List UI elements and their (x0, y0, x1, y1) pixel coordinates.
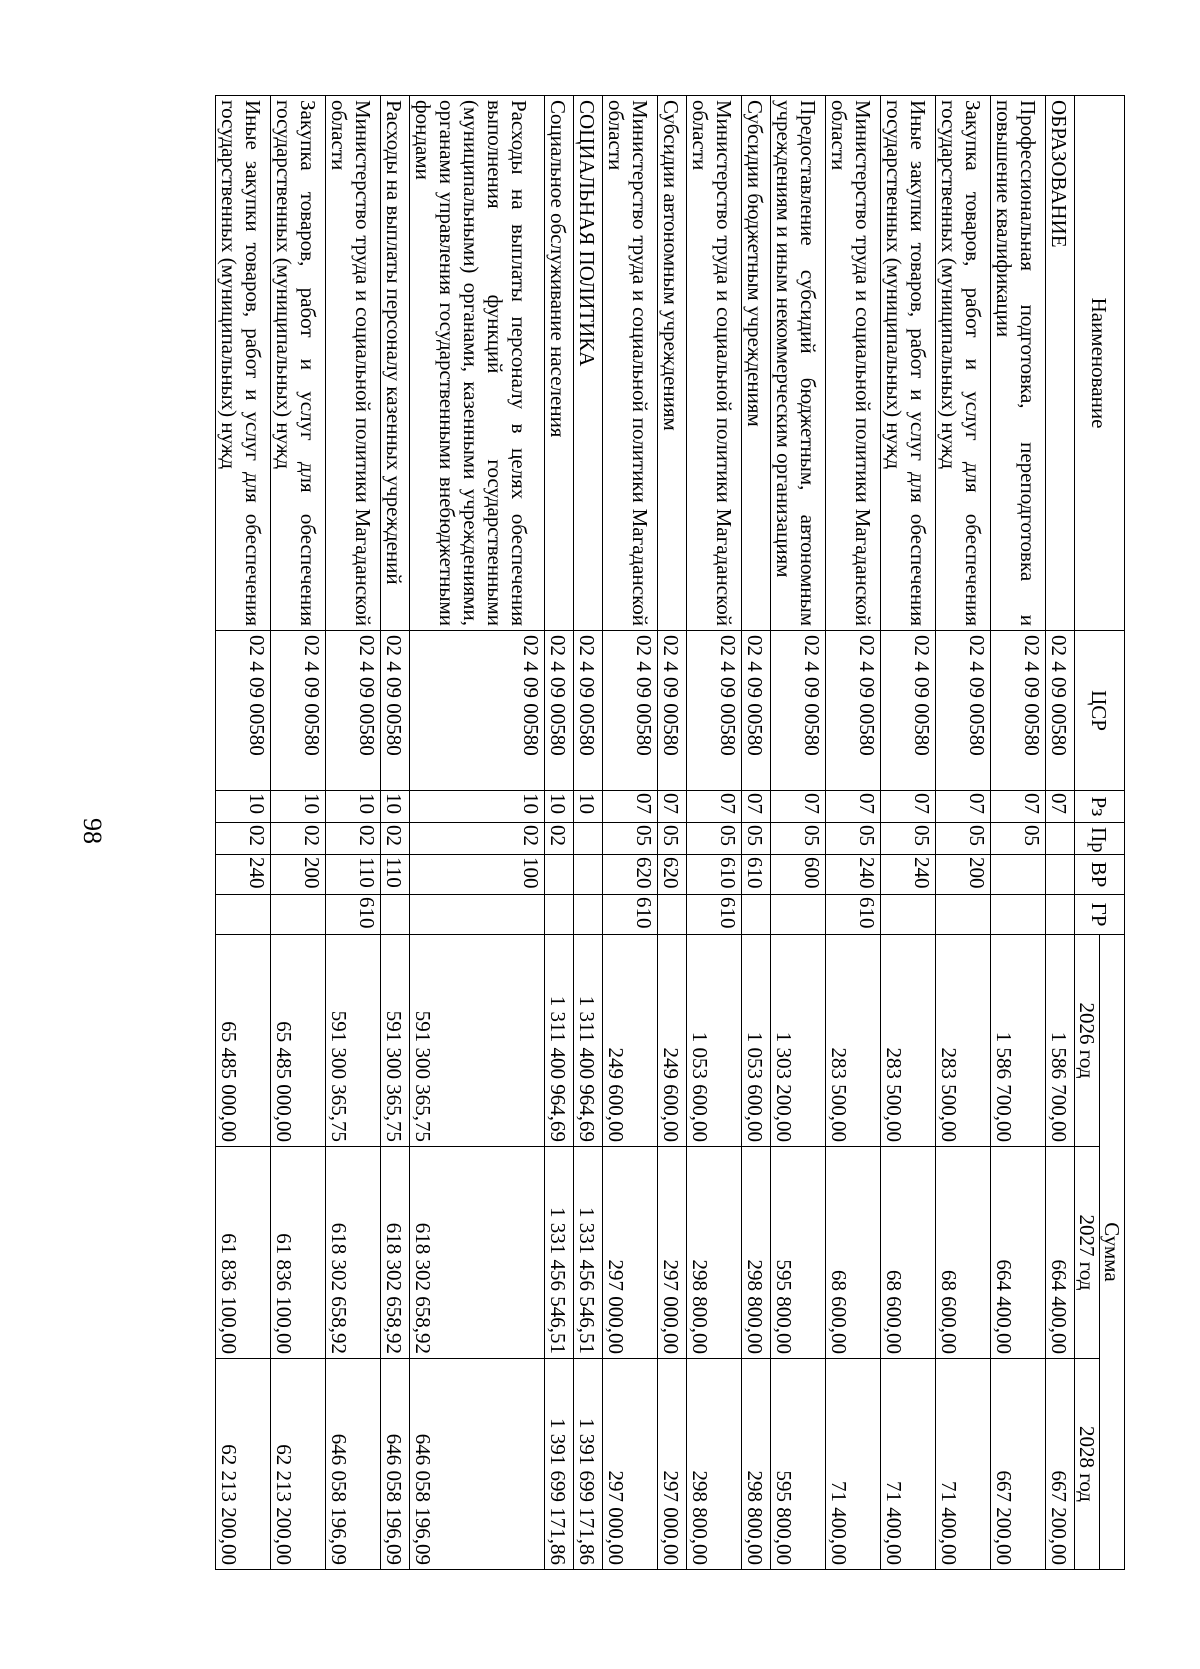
row-2026: 1 053 600,00 (741, 935, 770, 1147)
row-gr (657, 895, 686, 935)
row-gr (270, 895, 325, 935)
row-2028: 595 800,00 (770, 1359, 825, 1570)
row-csr: 02 4 09 00580 (935, 631, 990, 791)
row-name: Субсидии бюджетным учреждениям (741, 96, 770, 631)
row-2028: 298 800,00 (741, 1359, 770, 1570)
row-pr: 02 (544, 823, 573, 855)
table-row (686, 96, 741, 1570)
row-vr (544, 855, 573, 895)
header-gr: ГР (1074, 895, 1124, 935)
row-2026: 591 300 365,75 (409, 935, 544, 1147)
row-rz: 07 (825, 791, 880, 823)
row-name: Министерство труда и социальной политики Магаданской области (825, 96, 880, 631)
table-row (380, 96, 409, 1570)
row-pr (1045, 823, 1074, 855)
row-gr (741, 895, 770, 935)
row-2026: 1 053 600,00 (686, 935, 741, 1147)
row-rz: 07 (770, 791, 825, 823)
row-name: Закупка товаров, работ и услуг для обеспечения государственных (муниципальных) нужд (935, 96, 990, 631)
row-csr: 02 4 09 00580 (409, 631, 544, 791)
row-csr: 02 4 09 00580 (741, 631, 770, 791)
page-number: 98 (78, 818, 107, 844)
row-rz: 10 (380, 791, 409, 823)
row-2026: 283 500,00 (825, 935, 880, 1147)
header-2026: 2026 год (1074, 935, 1099, 1147)
table-row (741, 96, 770, 1570)
row-2027: 664 400,00 (1045, 1147, 1074, 1359)
row-2026: 1 311 400 964,69 (544, 935, 573, 1147)
row-csr: 02 4 09 00580 (880, 631, 935, 791)
row-2028: 1 391 699 171,86 (573, 1359, 602, 1570)
row-2027: 618 302 658,92 (380, 1147, 409, 1359)
row-vr (1045, 855, 1074, 895)
row-2028: 297 000,00 (602, 1359, 657, 1570)
row-name: Расходы на выплаты персоналу в целях обеспечения выполнения функций государственными (муниципальными) органами, казенными учреждениями, органами управления государственными внебюджетными фондами (409, 96, 544, 631)
table-row (215, 96, 270, 1570)
table-row (409, 96, 544, 1570)
budget-table (215, 95, 1125, 1570)
row-gr (1045, 895, 1074, 935)
row-2026: 1 586 700,00 (990, 935, 1045, 1147)
row-csr: 02 4 09 00580 (1045, 631, 1074, 791)
row-csr: 02 4 09 00580 (380, 631, 409, 791)
header-csr: ЦСР (1074, 631, 1124, 791)
rotated-table-wrapper (159, 95, 1125, 1569)
row-csr: 02 4 09 00580 (657, 631, 686, 791)
row-pr: 02 (270, 823, 325, 855)
row-rz: 07 (657, 791, 686, 823)
row-name: Министерство труда и социальной политики Магаданской области (602, 96, 657, 631)
row-csr: 02 4 09 00580 (270, 631, 325, 791)
row-rz: 07 (880, 791, 935, 823)
table-row (325, 96, 380, 1570)
row-pr: 05 (741, 823, 770, 855)
row-rz: 07 (1045, 791, 1074, 823)
row-2027: 297 000,00 (657, 1147, 686, 1359)
row-vr: 610 (686, 855, 741, 895)
row-2027: 68 600,00 (935, 1147, 990, 1359)
row-vr: 100 (409, 855, 544, 895)
row-pr: 05 (602, 823, 657, 855)
row-2028: 646 058 196,09 (325, 1359, 380, 1570)
row-pr: 05 (770, 823, 825, 855)
row-csr: 02 4 09 00580 (602, 631, 657, 791)
row-rz: 07 (741, 791, 770, 823)
row-2028: 646 058 196,09 (380, 1359, 409, 1570)
row-2026: 591 300 365,75 (325, 935, 380, 1147)
table-row (1045, 96, 1074, 1570)
row-name: Субсидии автономным учреждениям (657, 96, 686, 631)
row-name: Расходы на выплаты персоналу казенных учреждений (380, 96, 409, 631)
row-pr: 02 (325, 823, 380, 855)
row-vr: 600 (770, 855, 825, 895)
row-rz: 07 (935, 791, 990, 823)
row-2028: 297 000,00 (657, 1359, 686, 1570)
row-rz: 07 (686, 791, 741, 823)
row-gr: 610 (686, 895, 741, 935)
row-2026: 283 500,00 (935, 935, 990, 1147)
row-rz: 07 (602, 791, 657, 823)
row-rz: 10 (325, 791, 380, 823)
row-csr: 02 4 09 00580 (325, 631, 380, 791)
row-2027: 1 331 456 546,51 (573, 1147, 602, 1359)
row-vr: 620 (602, 855, 657, 895)
row-csr: 02 4 09 00580 (990, 631, 1045, 791)
row-csr: 02 4 09 00580 (686, 631, 741, 791)
row-name: Иные закупки товаров, работ и услуг для обеспечения государственных (муниципальных) нужд (215, 96, 270, 631)
row-rz: 07 (990, 791, 1045, 823)
row-2026: 249 600,00 (602, 935, 657, 1147)
row-gr: 610 (325, 895, 380, 935)
row-vr (573, 855, 602, 895)
header-2027: 2027 год (1074, 1147, 1099, 1359)
table-row (880, 96, 935, 1570)
row-2026: 249 600,00 (657, 935, 686, 1147)
header-rz: Рз (1074, 791, 1124, 823)
row-2027: 664 400,00 (990, 1147, 1045, 1359)
row-2027: 298 800,00 (741, 1147, 770, 1359)
row-pr: 05 (686, 823, 741, 855)
row-2027: 61 836 100,00 (215, 1147, 270, 1359)
row-vr: 200 (270, 855, 325, 895)
row-2027: 1 331 456 546,51 (544, 1147, 573, 1359)
row-pr: 05 (657, 823, 686, 855)
row-2026: 1 303 200,00 (770, 935, 825, 1147)
row-rz: 10 (409, 791, 544, 823)
table-row (270, 96, 325, 1570)
row-2026: 65 485 000,00 (215, 935, 270, 1147)
table-row (657, 96, 686, 1570)
table-row (935, 96, 990, 1570)
row-2028: 1 391 699 171,86 (544, 1359, 573, 1570)
row-vr: 240 (880, 855, 935, 895)
row-csr: 02 4 09 00580 (573, 631, 602, 791)
row-pr: 05 (935, 823, 990, 855)
row-pr: 02 (215, 823, 270, 855)
row-vr: 620 (657, 855, 686, 895)
row-vr: 240 (825, 855, 880, 895)
row-gr (880, 895, 935, 935)
row-vr (990, 855, 1045, 895)
row-gr: 610 (602, 895, 657, 935)
row-name: Министерство труда и социальной политики Магаданской области (325, 96, 380, 631)
row-name: Иные закупки товаров, работ и услуг для обеспечения государственных (муниципальных) нужд (880, 96, 935, 631)
row-name: ОБРАЗОВАНИЕ (1045, 96, 1074, 631)
row-pr: 05 (880, 823, 935, 855)
row-2028: 71 400,00 (935, 1359, 990, 1570)
row-2027: 618 302 658,92 (325, 1147, 380, 1359)
row-pr: 05 (990, 823, 1045, 855)
row-gr: 610 (825, 895, 880, 935)
table-row (825, 96, 880, 1570)
row-rz: 10 (573, 791, 602, 823)
row-gr (770, 895, 825, 935)
row-vr: 110 (325, 855, 380, 895)
table-row (990, 96, 1045, 1570)
row-2028: 62 213 200,00 (215, 1359, 270, 1570)
table-row (573, 96, 602, 1570)
row-name: Предоставление субсидий бюджетным, автономным учреждениям и иным некоммерческим организациям (770, 96, 825, 631)
row-2028: 667 200,00 (990, 1359, 1045, 1570)
row-name: Министерство труда и социальной политики Магаданской области (686, 96, 741, 631)
row-gr (215, 895, 270, 935)
row-name: Социальное обслуживание населения (544, 96, 573, 631)
row-2026: 283 500,00 (880, 935, 935, 1147)
row-2026: 591 300 365,75 (380, 935, 409, 1147)
row-gr (409, 895, 544, 935)
row-name: Профессиональная подготовка, переподготовка и повышение квалификации (990, 96, 1045, 631)
row-2028: 62 213 200,00 (270, 1359, 325, 1570)
row-rz: 10 (544, 791, 573, 823)
row-gr (573, 895, 602, 935)
row-csr: 02 4 09 00580 (215, 631, 270, 791)
header-pr: Пр (1074, 823, 1124, 855)
table-row (770, 96, 825, 1570)
row-pr: 02 (380, 823, 409, 855)
row-vr: 610 (741, 855, 770, 895)
row-pr: 05 (825, 823, 880, 855)
row-2028: 71 400,00 (880, 1359, 935, 1570)
row-csr: 02 4 09 00580 (770, 631, 825, 791)
table-row (544, 96, 573, 1570)
row-name: Закупка товаров, работ и услуг для обеспечения государственных (муниципальных) нужд (270, 96, 325, 631)
row-2027: 595 800,00 (770, 1147, 825, 1359)
header-name: Наименование (1074, 96, 1124, 631)
row-2027: 68 600,00 (880, 1147, 935, 1359)
row-2028: 298 800,00 (686, 1359, 741, 1570)
row-2027: 618 302 658,92 (409, 1147, 544, 1359)
row-rz: 10 (270, 791, 325, 823)
row-vr: 110 (380, 855, 409, 895)
header-vr: ВР (1074, 855, 1124, 895)
row-gr (380, 895, 409, 935)
row-2027: 68 600,00 (825, 1147, 880, 1359)
row-2026: 65 485 000,00 (270, 935, 325, 1147)
row-csr: 02 4 09 00580 (825, 631, 880, 791)
row-vr: 200 (935, 855, 990, 895)
row-2026: 1 311 400 964,69 (573, 935, 602, 1147)
row-2027: 298 800,00 (686, 1147, 741, 1359)
row-2028: 71 400,00 (825, 1359, 880, 1570)
table-row (602, 96, 657, 1570)
row-2028: 667 200,00 (1045, 1359, 1074, 1570)
row-rz: 10 (215, 791, 270, 823)
row-2026: 1 586 700,00 (1045, 935, 1074, 1147)
row-csr: 02 4 09 00580 (544, 631, 573, 791)
row-2027: 61 836 100,00 (270, 1147, 325, 1359)
header-2028: 2028 год (1074, 1359, 1099, 1570)
row-vr: 240 (215, 855, 270, 895)
row-gr (990, 895, 1045, 935)
row-2028: 646 058 196,09 (409, 1359, 544, 1570)
row-gr (544, 895, 573, 935)
row-pr (573, 823, 602, 855)
row-name: СОЦИАЛЬНАЯ ПОЛИТИКА (573, 96, 602, 631)
row-2027: 297 000,00 (602, 1147, 657, 1359)
row-gr (935, 895, 990, 935)
row-pr: 02 (409, 823, 544, 855)
header-sum: Сумма (1099, 935, 1124, 1570)
